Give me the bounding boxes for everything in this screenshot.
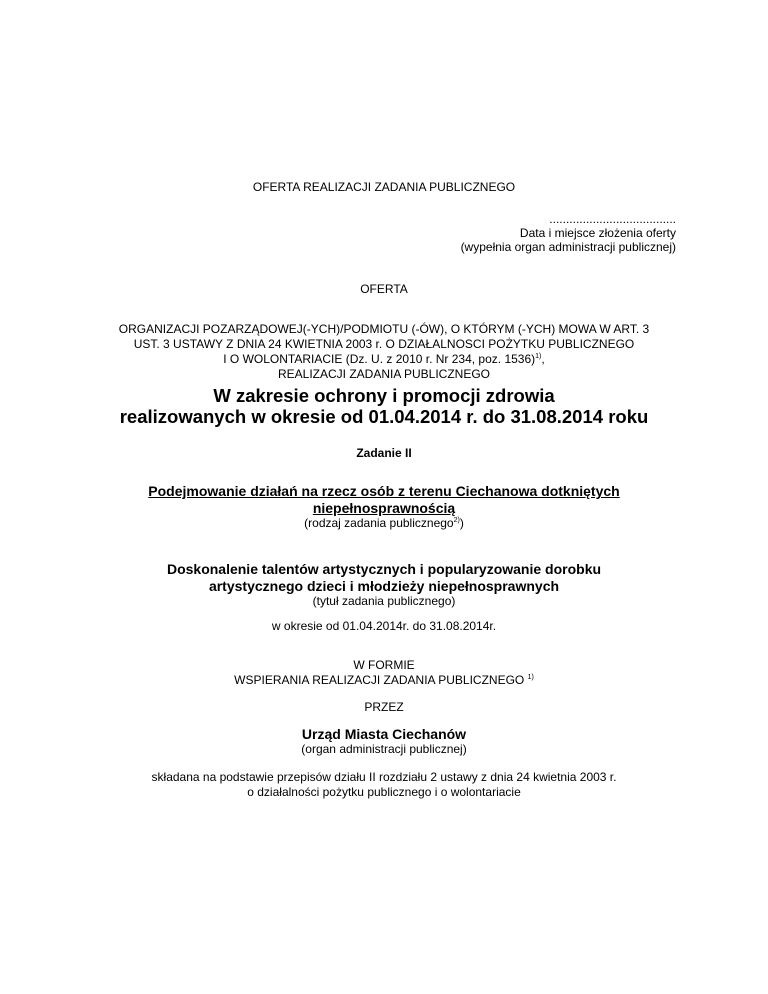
organization-line-3-text: I O WOLONTARIACIE (Dz. U. z 2010 r. Nr 234, poz. 1536) xyxy=(223,352,536,366)
task-type-line-2: niepełnosprawnością xyxy=(312,500,456,516)
form-block xyxy=(0,658,768,688)
task-title xyxy=(0,561,768,595)
authority-caption: (organ administracji publicznej) xyxy=(301,742,467,756)
organization-line-2: UST. 3 USTAWY Z DNIA 24 KWIETNIA 2003 r. O DZIAŁALNOSCI POŻYTKU PUBLICZNEGO xyxy=(133,337,635,351)
task-type-caption xyxy=(0,516,768,531)
oferta-heading: OFERTA xyxy=(360,282,408,296)
form-line-2-text: WSPIERANIA REALIZACJI ZADANIA PUBLICZNEGO xyxy=(234,673,528,687)
task-title-caption: (tytuł zadania publicznego) xyxy=(312,594,456,608)
legal-basis-line-1: składana na podstawie przepisów działu II rozdziału 2 ustawy z dnia 24 kwietnia 2003 r. xyxy=(151,770,617,784)
fill-note: (wypełnia organ administracji publicznej) xyxy=(460,240,676,254)
footnote-ref-3: 1) xyxy=(527,674,534,681)
scope-heading xyxy=(0,385,768,427)
organization-line-3-end: , xyxy=(541,352,545,366)
document-title: OFERTA REALIZACJI ZADANIA PUBLICZNEGO xyxy=(252,180,516,194)
task-title-line-1: Doskonalenie talentów artystycznych i popularyzowanie dorobku xyxy=(166,561,602,577)
legal-basis xyxy=(0,770,768,800)
legal-basis-line-2: o działalności pożytku publicznego i o wolontariacie xyxy=(247,785,521,799)
date-place-label: Data i miejsce złożenia oferty xyxy=(519,226,676,240)
form-line-1: W FORMIE xyxy=(353,658,415,672)
period-text: w okresie od 01.04.2014r. do 31.08.2014r. xyxy=(271,619,497,633)
organization-block xyxy=(0,322,768,382)
task-label: Zadanie II xyxy=(356,446,412,460)
form-line-2 xyxy=(0,673,768,688)
task-type-caption-end: ) xyxy=(459,516,464,530)
organization-line-3 xyxy=(0,352,768,367)
footnote-ref-2: 2) xyxy=(453,517,460,524)
scope-line-1: W zakresie ochrony i promocji zdrowia xyxy=(213,385,555,406)
footnote-ref: 1) xyxy=(535,353,542,360)
task-type xyxy=(0,483,768,517)
scope-line-2: realizowanych w okresie od 01.04.2014 r. do 31.08.2014 roku xyxy=(119,406,649,427)
organization-line-1: ORGANIZACJI POZARZĄDOWEJ(-YCH)/PODMIOTU (-ÓW), O KTÓRYM (-YCH) MOWA W ART. 3 xyxy=(118,322,650,336)
authority-name: Urząd Miasta Ciechanów xyxy=(301,726,467,742)
date-dots: ...................................... xyxy=(549,212,676,226)
task-type-caption-text: (rodzaj zadania publicznego xyxy=(304,516,454,530)
przez-label: PRZEZ xyxy=(364,700,404,714)
organization-line-4: REALIZACJI ZADANIA PUBLICZNEGO xyxy=(277,367,491,381)
task-title-line-2: artystycznego dzieci i młodzieży niepełnosprawnych xyxy=(208,578,560,594)
task-type-line-1: Podejmowanie działań na rzecz osób z terenu Ciechanowa dotkniętych xyxy=(148,483,620,499)
